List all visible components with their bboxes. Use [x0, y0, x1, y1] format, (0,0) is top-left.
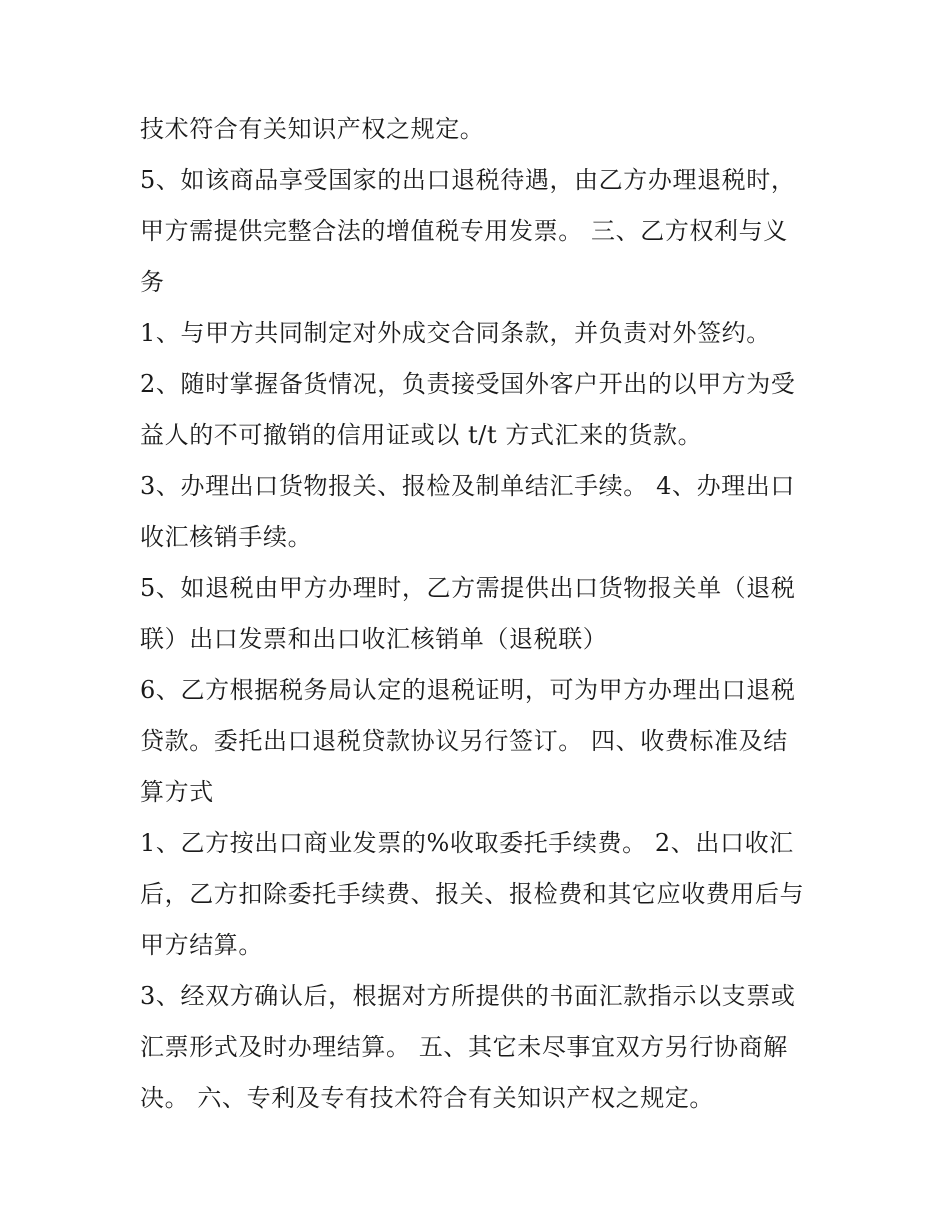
text-line: 5、如退税由甲方办理时，乙方需提供出口货物报关单（退税	[140, 574, 796, 602]
text-line: 汇票形式及时办理结算。 五、其它未尽事宜双方另行协商解	[140, 1033, 788, 1061]
text-line: 6、乙方根据税务局认定的退税证明，可为甲方办理出口退税	[140, 676, 796, 704]
text-line: 联）出口发票和出口收汇核销单（退税联）	[140, 625, 608, 653]
text-line: 后，乙方扣除委托手续费、报关、报检费和其它应收费用后与	[140, 880, 805, 908]
text-line: 1、与甲方共同制定对外成交合同条款，并负责对外签约。	[140, 319, 771, 347]
text-line: 2、随时掌握备货情况，负责接受国外客户开出的以甲方为受	[140, 370, 796, 398]
text-line: 5、如该商品享受国家的出口退税待遇，由乙方办理退税时，	[140, 166, 796, 194]
text-line: 技术符合有关知识产权之规定。	[140, 115, 485, 143]
text-line: 3、办理出口货物报关、报检及制单结汇手续。 4、办理出口	[140, 472, 795, 500]
text-line: 甲方需提供完整合法的增值税专用发票。 三、乙方权利与义	[140, 217, 788, 245]
text-line: 算方式	[140, 778, 214, 806]
text-line: 1、乙方按出口商业发票的%收取委托手续费。 2、出口收汇	[140, 829, 794, 857]
text-line: 甲方结算。	[140, 931, 263, 959]
text-line: 3、经双方确认后，根据对方所提供的书面汇款指示以支票或	[140, 982, 796, 1010]
text-line: 务	[140, 268, 165, 296]
text-line: 贷款。委托出口退税贷款协议另行签订。 四、收费标准及结	[140, 727, 788, 755]
text-line: 益人的不可撤销的信用证或以 t/t 方式汇来的货款。	[140, 421, 703, 449]
text-line: 收汇核销手续。	[140, 523, 313, 551]
text-line: 决。 六、专利及专有技术符合有关知识产权之规定。	[140, 1084, 715, 1112]
